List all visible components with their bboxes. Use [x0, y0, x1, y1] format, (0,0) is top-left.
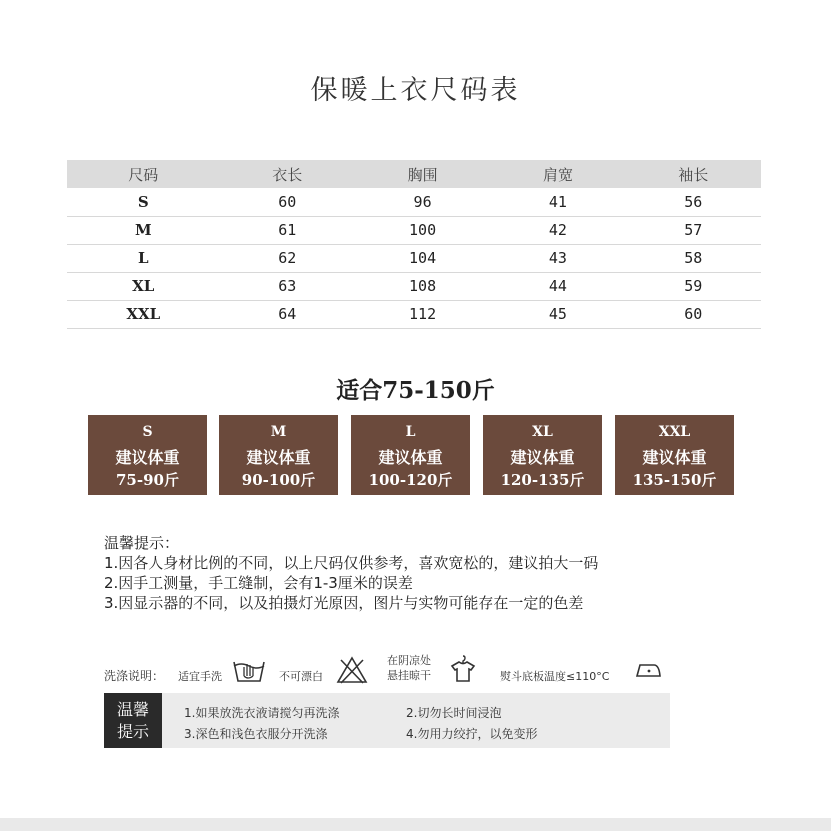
cell-length: 62 [220, 244, 355, 272]
hang-dry-icon [448, 654, 478, 684]
cell-length: 60 [220, 188, 355, 216]
wash-instructions [104, 650, 674, 690]
care-note-badge [104, 693, 162, 748]
table-row [67, 216, 761, 244]
hand-wash-icon [232, 656, 266, 684]
cell-shoulder: 42 [490, 216, 625, 244]
wash-label: 洗涤说明： [104, 669, 165, 683]
weight-box-size: L [405, 424, 416, 440]
tips-heading: 温馨提示： [104, 534, 180, 552]
cell-chest: 96 [355, 188, 490, 216]
care-note-item: 4.勿用力绞拧，以免变形 [406, 727, 538, 741]
iron-label: 熨斗底板温度≤110°C [500, 670, 610, 683]
cell-size: S [67, 188, 220, 216]
size-chart-table [67, 160, 761, 329]
weight-box-l [351, 415, 470, 495]
weight-range-title: 适合75-150斤 [336, 377, 495, 404]
care-note-item: 2.切勿长时间浸泡 [406, 706, 502, 720]
page-title: 保暖上衣尺码表 [310, 75, 521, 106]
badge-line2: 提示 [116, 722, 149, 741]
cell-shoulder: 45 [490, 300, 625, 328]
cell-length: 61 [220, 216, 355, 244]
cell-sleeve: 57 [626, 216, 761, 244]
cell-size: L [67, 244, 220, 272]
cell-size: XL [67, 272, 220, 300]
tips-section [104, 533, 598, 613]
dry-line1: 在阴凉处 [387, 654, 431, 667]
header-size: 尺码 [67, 160, 220, 188]
table-row [67, 244, 761, 272]
cell-sleeve: 60 [626, 300, 761, 328]
cell-chest: 104 [355, 244, 490, 272]
cell-sleeve: 56 [626, 188, 761, 216]
tips-item: 2.因手工测量，手工缝制，会有1-3厘米的误差 [104, 574, 413, 592]
dry-line2: 悬挂晾干 [387, 669, 431, 682]
weight-box-label: 建议体重 [642, 448, 707, 467]
cell-chest: 108 [355, 272, 490, 300]
weight-boxes [88, 415, 734, 495]
tips-item: 3.因显示器的不同，以及拍摄灯光原因，图片与实物可能存在一定的色差 [104, 594, 584, 612]
weight-box-range: 75-90斤 [116, 471, 179, 489]
cell-sleeve: 59 [626, 272, 761, 300]
weight-box-range: 90-100斤 [241, 471, 316, 489]
header-chest: 胸围 [355, 160, 490, 188]
header-length: 衣长 [220, 160, 355, 188]
weight-box-label: 建议体重 [378, 448, 443, 467]
weight-box-label: 建议体重 [115, 448, 180, 467]
weight-box-size: S [142, 424, 153, 440]
hand-wash-label: 适宜手洗 [178, 670, 222, 683]
badge-line1: 温馨 [116, 700, 149, 719]
cell-chest: 100 [355, 216, 490, 244]
care-note-item: 1.如果放洗衣液请搅匀再洗涤 [184, 706, 340, 720]
no-bleach-icon [336, 656, 368, 684]
cell-size: XXL [67, 300, 220, 328]
weight-box-range: 135-150斤 [632, 471, 717, 489]
care-note-box [104, 693, 670, 748]
weight-box-size: M [270, 424, 287, 440]
cell-chest: 112 [355, 300, 490, 328]
weight-box-xxl [615, 415, 734, 495]
cell-sleeve: 58 [626, 244, 761, 272]
header-shoulder: 肩宽 [490, 160, 625, 188]
cell-shoulder: 43 [490, 244, 625, 272]
weight-box-xl [483, 415, 602, 495]
cell-length: 63 [220, 272, 355, 300]
bottom-divider [0, 818, 831, 831]
weight-box-s [88, 415, 207, 495]
cell-shoulder: 41 [490, 188, 625, 216]
table-header-row [67, 160, 761, 188]
weight-box-size: XL [532, 424, 553, 440]
cell-length: 64 [220, 300, 355, 328]
table-row [67, 272, 761, 300]
tips-item: 1.因各人身材比例的不同，以上尺码仅供参考，喜欢宽松的，建议拍大一码 [104, 554, 599, 572]
weight-box-label: 建议体重 [246, 448, 311, 467]
iron-icon [634, 660, 662, 680]
weight-box-m [219, 415, 338, 495]
table-row [67, 300, 761, 328]
table-row [67, 188, 761, 216]
care-note-item: 3.深色和浅色衣服分开洗涤 [184, 727, 328, 741]
header-sleeve: 袖长 [626, 160, 761, 188]
weight-box-label: 建议体重 [510, 448, 575, 467]
cell-shoulder: 44 [490, 272, 625, 300]
weight-box-size: XXL [658, 424, 691, 440]
weight-box-range: 100-120斤 [368, 471, 453, 489]
weight-box-range: 120-135斤 [500, 471, 585, 489]
no-bleach-label: 不可漂白 [279, 670, 323, 683]
cell-size: M [67, 216, 220, 244]
